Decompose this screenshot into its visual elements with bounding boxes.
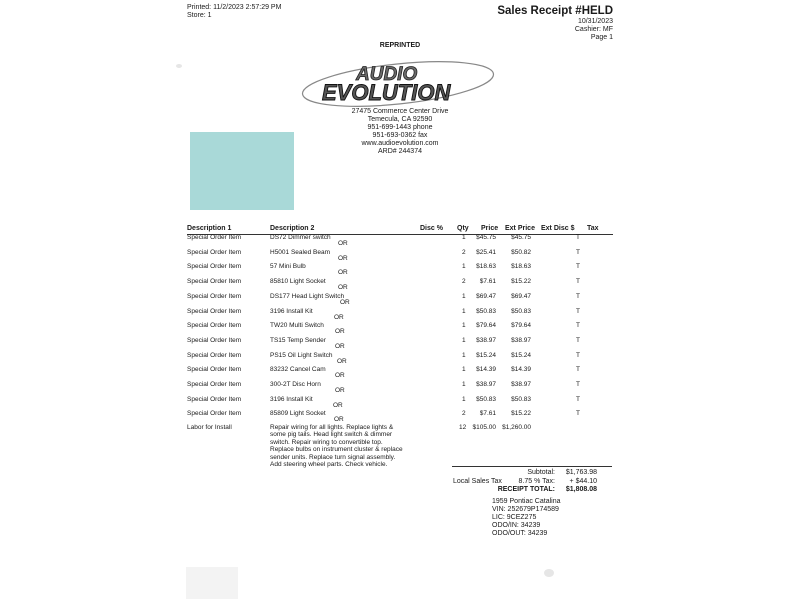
item-tax: T: [576, 410, 580, 418]
item-price: $38.97: [476, 381, 496, 388]
item-price: $7.61: [479, 278, 496, 286]
item-description-2: DS177 Head Light Switch: [270, 292, 345, 300]
item-description-1: Special Order Item: [187, 366, 242, 374]
item-or-note: OR: [338, 240, 348, 247]
item-description-2: PS15 Oil Light Switch: [270, 351, 333, 359]
cashier: Cashier: MF: [574, 26, 613, 33]
receipt-date: 10/31/2023: [577, 18, 613, 25]
subtotal-row: [440, 469, 600, 478]
item-price: $50.83: [476, 395, 496, 403]
col-description-2: Description 2: [270, 225, 315, 232]
item-ext-price: $45.75: [511, 234, 531, 241]
item-ext-price: $14.39: [511, 366, 531, 374]
item-qty: 1: [462, 381, 466, 388]
item-description-1: Special Order Item: [187, 248, 242, 256]
item-qty: 1: [462, 307, 466, 315]
scan-smudge-box: [186, 567, 238, 599]
item-or-note: OR: [334, 313, 344, 321]
item-ext-price: $69.47: [511, 292, 531, 300]
printed-timestamp: Printed: 11/2/2023 2:57:29 PM: [187, 4, 282, 11]
item-or-note: OR: [338, 269, 348, 277]
col-tax: Tax: [587, 225, 599, 232]
vehicle-license: LIC: 9CEZ275: [492, 514, 537, 521]
item-tax: T: [576, 366, 580, 374]
tax-label: 8.75 % Tax:: [518, 477, 555, 485]
item-ext-price: $38.97: [511, 336, 531, 344]
item-description-1: Special Order Item: [187, 234, 242, 241]
logo-line1: AUDIO: [356, 64, 418, 85]
col-disc-percent: Disc %: [420, 225, 443, 232]
item-description-2: TS15 Temp Sender: [270, 336, 326, 344]
item-description-1: Special Order Item: [187, 278, 242, 286]
item-description-2: 85809 Light Socket: [270, 410, 326, 418]
item-description-2: 3196 Install Kit: [270, 307, 313, 315]
item-or-note: OR: [337, 357, 347, 365]
item-or-note: OR: [335, 342, 345, 350]
labor-note-line: Add steering wheel parts. Check vehicle.: [270, 461, 388, 468]
item-tax: T: [576, 336, 580, 344]
item-or-note: OR: [335, 328, 345, 336]
item-description-1: Special Order Item: [187, 263, 242, 271]
scan-smudge: [544, 569, 554, 577]
item-description-2: TW20 Multi Switch: [270, 322, 324, 330]
tax-value: + $44.10: [569, 477, 597, 485]
item-description-1: Special Order Item: [187, 381, 242, 388]
item-tax: T: [576, 307, 580, 315]
item-price: $18.63: [476, 263, 496, 271]
item-qty: 1: [462, 366, 466, 374]
item-or-note: OR: [338, 254, 348, 262]
item-qty: 2: [462, 410, 466, 418]
item-qty: 1: [462, 234, 466, 241]
item-tax: T: [576, 234, 580, 241]
item-description-2: 3196 Install Kit: [270, 395, 313, 403]
labor-description-1: Labor for Install: [187, 423, 232, 431]
subtotal-value: $1,763.98: [565, 469, 597, 476]
item-qty: 2: [462, 278, 466, 286]
labor-note-line: Replace bulbs on instrument cluster & replace: [270, 446, 403, 453]
item-tax: T: [576, 395, 580, 403]
labor-qty: 12: [459, 423, 467, 431]
address-fax: 951-693-0362 fax: [372, 132, 428, 139]
item-or-note: OR: [333, 401, 343, 409]
col-qty: Qty: [457, 225, 469, 232]
print-info: [187, 4, 337, 20]
item-or-note: OR: [340, 298, 350, 306]
item-description-1: Special Order Item: [187, 292, 242, 300]
item-ext-price: $15.22: [511, 278, 531, 286]
address-web: www.audioevolution.com: [361, 140, 439, 147]
item-price: $79.64: [476, 322, 496, 330]
labor-ext-price: $1,260.00: [502, 423, 531, 431]
item-price: $45.75: [476, 234, 496, 241]
item-description-2: H5001 Sealed Beam: [270, 248, 330, 256]
item-description-2: 85810 Light Socket: [270, 278, 326, 286]
vehicle-vin: VIN: 252679P174589: [492, 506, 559, 513]
audio-evolution-logo: [298, 56, 498, 108]
item-or-note: OR: [335, 387, 345, 394]
item-qty: 1: [462, 351, 466, 359]
labor-note-line: switch. Repair wiring to convertible top.: [270, 438, 383, 446]
receipt-total-row: [440, 486, 600, 495]
item-qty: 1: [462, 263, 466, 271]
item-tax: T: [576, 263, 580, 271]
item-ext-price: $38.97: [511, 381, 531, 388]
item-price: $25.41: [476, 248, 496, 256]
store-number: Store: 1: [187, 12, 212, 19]
item-or-note: OR: [334, 416, 344, 424]
item-price: $69.47: [476, 292, 496, 300]
item-ext-price: $50.82: [511, 248, 531, 256]
item-tax: T: [576, 292, 580, 300]
labor-note-line: Repair wiring for all lights. Replace lights &: [270, 423, 394, 431]
scan-smudge: [176, 64, 182, 68]
labor-price: $105.00: [472, 423, 496, 431]
address-ard: ARD# 244374: [378, 148, 422, 155]
totals-divider: [452, 466, 612, 467]
item-price: $50.83: [476, 307, 496, 315]
vehicle-info: [492, 498, 612, 538]
labor-note-line: sender units. Replace turn signal assembly.: [270, 453, 396, 461]
item-description-2: DS72 Dimmer switch: [270, 234, 331, 241]
item-description-1: Special Order Item: [187, 395, 242, 403]
item-description-1: Special Order Item: [187, 307, 242, 315]
logo-line2: EVOLUTION: [322, 80, 451, 105]
item-tax: T: [576, 322, 580, 330]
teal-patch: [190, 132, 294, 210]
item-ext-price: $15.24: [511, 351, 531, 359]
store-address: [330, 108, 470, 156]
receipt-total-value: $1,808.08: [565, 486, 597, 493]
item-qty: 1: [462, 395, 466, 403]
item-description-2: 57 Mini Bulb: [270, 263, 306, 271]
address-phone: 951-699-1443 phone: [367, 124, 433, 131]
labor-notes: [270, 423, 403, 469]
item-tax: T: [576, 381, 580, 388]
col-ext-disc: Ext Disc $: [541, 225, 575, 232]
totals-block: [440, 469, 600, 495]
labor-note-line: some pig tails. Head light switch & dimmer: [270, 431, 393, 438]
item-price: $15.24: [476, 351, 496, 359]
item-or-note: OR: [338, 284, 348, 292]
item-qty: 1: [462, 322, 466, 330]
local-tax-label: Local Sales Tax: [453, 477, 502, 485]
table-header: [187, 225, 613, 235]
item-price: $38.97: [476, 336, 496, 344]
item-ext-price: $18.63: [511, 263, 531, 271]
item-price: $7.61: [479, 410, 496, 418]
item-description-2: 300-2T Disc Horn: [270, 381, 321, 388]
receipt-total-label: RECEIPT TOTAL:: [497, 486, 555, 493]
reprinted-label: REPRINTED: [379, 42, 421, 49]
item-qty: 1: [462, 292, 466, 300]
item-ext-price: $50.83: [511, 307, 531, 315]
item-tax: T: [576, 248, 580, 256]
col-description-1: Description 1: [187, 225, 232, 232]
address-city: Temecula, CA 92590: [367, 116, 433, 123]
item-tax: T: [576, 278, 580, 286]
item-ext-price: $79.64: [511, 322, 531, 330]
item-price: $14.39: [476, 366, 496, 374]
item-tax: T: [576, 351, 580, 359]
odometer-in: ODO/IN: 34239: [492, 522, 541, 529]
col-price: Price: [481, 225, 499, 232]
receipt-header: [470, 4, 613, 42]
col-ext-price: Ext Price: [505, 225, 535, 232]
item-description-1: Special Order Item: [187, 336, 242, 344]
receipt-title: Sales Receipt #HELD: [497, 5, 613, 17]
odometer-out: ODO/OUT: 34239: [492, 530, 548, 537]
item-qty: 1: [462, 336, 466, 344]
item-description-1: Special Order Item: [187, 410, 242, 418]
subtotal-label: Subtotal:: [527, 469, 555, 476]
item-description-1: Special Order Item: [187, 351, 242, 359]
item-qty: 2: [462, 248, 466, 256]
address-street: 27475 Commerce Center Drive: [351, 108, 449, 115]
item-or-note: OR: [335, 372, 345, 380]
item-ext-price: $50.83: [511, 395, 531, 403]
page-number: Page 1: [590, 34, 613, 41]
item-description-1: Special Order Item: [187, 322, 242, 330]
item-description-2: 83232 Cancel Cam: [270, 366, 326, 374]
tax-row: [440, 478, 600, 487]
item-ext-price: $15.22: [511, 410, 531, 418]
vehicle-model: 1959 Pontiac Catalina: [492, 498, 561, 505]
